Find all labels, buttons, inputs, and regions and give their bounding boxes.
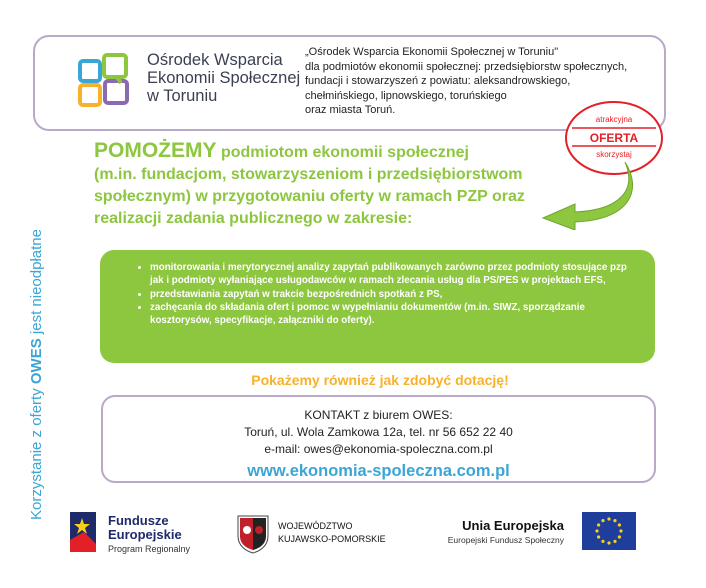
contact-address: Toruń, ul. Wola Zamkowa 12a, tel. nr 56 652 22 40 [244, 425, 513, 439]
main-keyword: POMOŻEMY [94, 139, 217, 162]
side-note-owes: OWES [28, 338, 45, 385]
woj-line1: WOJEWÓDZTWO [278, 521, 353, 531]
website-link[interactable]: www.ekonomia-spoleczna.com.pl [247, 462, 510, 480]
eu-star-icon [613, 519, 616, 522]
side-note-part1: Korzystanie z oferty [28, 384, 45, 520]
contact-heading: KONTAKT z biurem OWES: [304, 408, 453, 422]
logo-line3: w Toruniu [147, 87, 218, 105]
eu-star-icon [618, 523, 621, 526]
side-note [28, 200, 48, 520]
eu-flag-icon [582, 512, 636, 550]
stamp-top-text: atrakcyjna [595, 115, 633, 124]
desc-line: dla podmiotów ekonomii społecznej: przedsiębiorstw społecznych, [305, 60, 628, 73]
wojewodztwo-text [278, 520, 386, 546]
eu-star-icon [619, 529, 622, 532]
main-line3: społecznym) w przygotowaniu oferty w ramach PZP oraz [94, 188, 525, 205]
owes-logo-icon [77, 51, 135, 109]
eu-star-icon [607, 541, 610, 544]
kujawsko-pomorskie-crest-icon [236, 514, 270, 554]
fe-line2: Europejskie [108, 527, 182, 542]
eu-text [432, 518, 564, 547]
desc-line: fundacji i stowarzyszeń z powiatu: aleksandrowskiego, [305, 75, 571, 87]
desc-line: „Ośrodek Wsparcia Ekonomii Społecznej w Toruniu" [305, 46, 559, 58]
eu-star-icon [597, 523, 600, 526]
stamp-bottom-text: skorzystaj [596, 150, 632, 159]
logo-line1: Ośrodek Wsparcia [147, 51, 283, 69]
logo-line2: Ekonomii Społecznej [147, 69, 301, 87]
owes-logo-text [147, 51, 300, 105]
stamp-middle-text: OFERTA [589, 131, 639, 145]
fe-line3: Program Regionalny [108, 544, 191, 554]
fundusze-europejskie-text [108, 514, 190, 556]
ue-line2: Europejski Fundusz Społeczny [447, 535, 564, 545]
contact-box [101, 395, 656, 483]
contact-email[interactable]: e-mail: owes@ekonomia-spoleczna.com.pl [264, 442, 493, 456]
eu-star-icon [597, 535, 600, 538]
fe-line1: Fundusze [108, 513, 169, 528]
eu-star-icon [613, 540, 616, 543]
list-item: • monitorowania i merytorycznej analizy zapytań publikowanych zarówno przez podmioty stosujące pzp jak i podmioty wyłaniające usługodawców w ramach zlecania usług dla PS/PES w projektach EFS, [150, 261, 637, 288]
desc-line: chełmińskiego, lipnowskiego, toruńskiego [305, 89, 507, 102]
subsidy-text: Pokażemy również jak zdobyć dotację! [251, 372, 509, 388]
side-note-part3: jest nieodpłatne [28, 229, 45, 339]
ue-line1: Unia Europejska [462, 518, 564, 533]
list-item: • przedstawiania zapytań w trakcie bezpośrednich spotkań z PS, [150, 288, 637, 301]
eu-star-icon [607, 517, 610, 520]
services-box [100, 250, 655, 363]
fundusze-europejskie-logo-icon [68, 510, 104, 554]
main-line1: podmiotom ekonomii społecznej [216, 144, 469, 161]
services-list [132, 261, 637, 327]
main-line2: (m.in. fundacjom, stowarzyszeniom i przedsiębiorstwom [94, 166, 523, 183]
desc-line: oraz miasta Toruń. [305, 104, 396, 116]
woj-line2: KUJAWSKO-POMORSKIE [278, 534, 386, 544]
list-item: • zachęcania do składania ofert i pomoc w wypełnianiu dokumentów (m.in. SIWZ, sporządzanie kosztorysów, specyfikacje, załączniki do oferty). [150, 301, 637, 328]
eu-star-icon [601, 519, 604, 522]
eu-star-icon [618, 535, 621, 538]
eu-star-icon [601, 540, 604, 543]
eu-star-icon [595, 529, 598, 532]
curved-arrow-icon [525, 160, 640, 230]
main-line4: realizacji zadania publicznego w zakresie: [94, 210, 413, 227]
main-offer-text [94, 140, 554, 230]
